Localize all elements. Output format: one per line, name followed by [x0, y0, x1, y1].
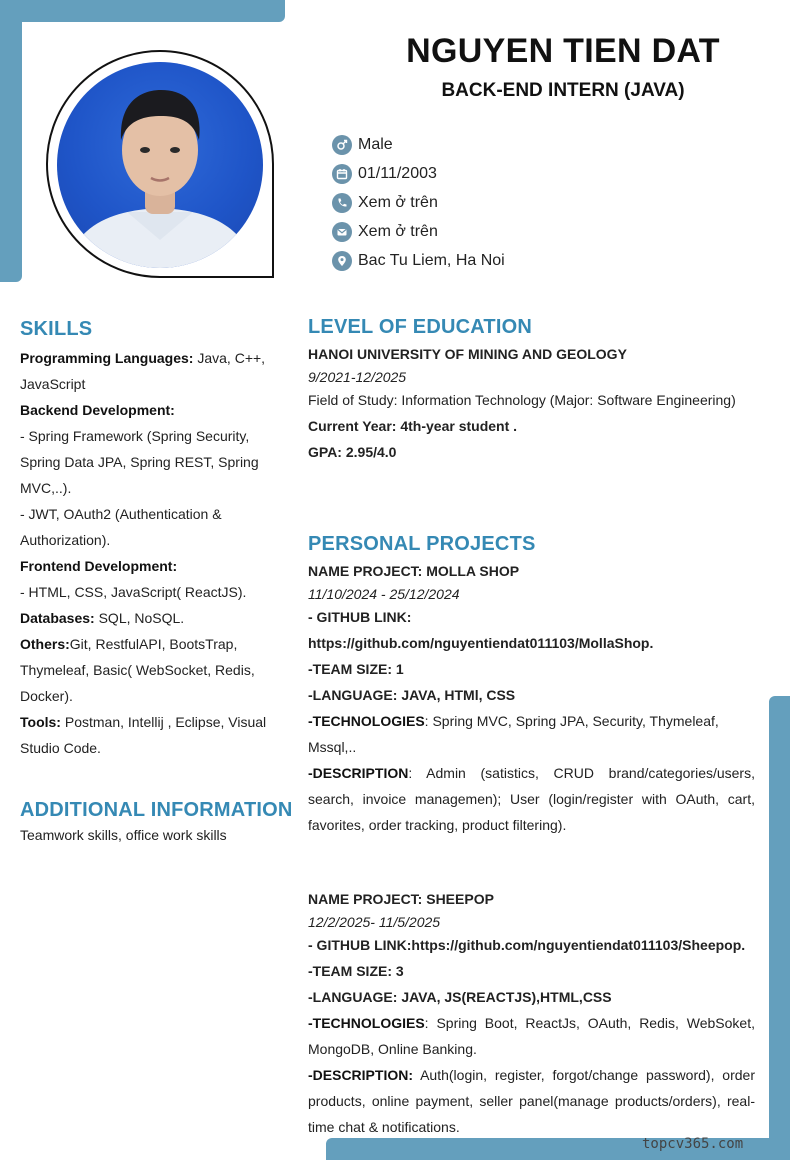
profile-photo: [57, 62, 263, 268]
project-item: [308, 886, 755, 1140]
candidate-role: BACK-END INTERN (JAVA): [441, 80, 685, 101]
education-gpa: GPA: 2.95/4.0: [308, 444, 397, 460]
project-tech: -TECHNOLOGIES: Spring MVC, Spring JPA, Security, Thymeleaf, Mssql,..: [308, 713, 719, 755]
skill-frontend-1: - HTML, CSS, JavaScript( ReactJS).: [20, 584, 247, 600]
skill-backend-1: - Spring Framework (Spring Security, Spring Data JPA, Spring REST, Spring MVC,..).: [20, 428, 259, 496]
skills-heading: SKILLS: [20, 318, 93, 340]
project-name: NAME PROJECT: SHEEPOP: [308, 891, 494, 907]
education-heading: LEVEL OF EDUCATION: [308, 316, 532, 338]
candidate-name: NGUYEN TIEN DAT: [406, 32, 720, 70]
contact-phone: [332, 188, 505, 217]
project-github: - GITHUB LINK: https://github.com/nguyentiendat011103/MollaShop.: [308, 609, 654, 651]
contact-birthday: [332, 159, 505, 188]
calendar-icon: [332, 164, 352, 184]
accent-bar-left: [0, 0, 22, 282]
project-team: -TEAM SIZE: 3: [308, 963, 404, 979]
skill-databases: Databases: SQL, NoSQL.: [20, 610, 185, 626]
skill-backend-label: Backend Development:: [20, 402, 175, 418]
project-team: -TEAM SIZE: 1: [308, 661, 404, 677]
left-column: [20, 318, 293, 846]
birthday-value: 01/11/2003: [358, 164, 437, 182]
skill-programming: Programming Languages: Java, C++, JavaScript: [20, 350, 266, 392]
skill-frontend-label: Frontend Development:: [20, 558, 178, 574]
school-name: HANOI UNIVERSITY OF MINING AND GEOLOGY: [308, 346, 627, 362]
accent-bar-top: [0, 0, 285, 22]
watermark: topcv365.com: [642, 1136, 744, 1152]
contact-address: [332, 246, 505, 275]
project-description: -DESCRIPTION: Auth(login, register, forgot/change password), order products, online payment, seller panel(manage products/orders), real-time chat & notifications.: [308, 1067, 755, 1135]
projects-heading: PERSONAL PROJECTS: [308, 533, 536, 555]
skills-body: [20, 345, 280, 761]
address-value: Bac Tu Liem, Ha Noi: [358, 251, 505, 269]
skill-backend-2: - JWT, OAuth2 (Authentication & Authorization).: [20, 506, 222, 548]
skill-tools: Tools: Postman, Intellij , Eclipse, Visual Studio Code.: [20, 714, 267, 756]
project-period: 12/2/2025- 11/5/2025: [308, 914, 441, 930]
additional-heading: ADDITIONAL INFORMATION: [20, 799, 293, 821]
education-period: 9/2021-12/2025: [308, 369, 407, 385]
education-year: Current Year: 4th-year student .: [308, 418, 518, 434]
contact-gender: [332, 130, 505, 159]
project-description: -DESCRIPTION: Admin (satistics, CRUD brand/categories/users, search, invoice managemen); User (login/register with OAuth, cart, favorites, order tracking, product filtering).: [308, 765, 755, 833]
accent-bar-right: [769, 696, 790, 1160]
contact-list: [332, 130, 505, 275]
project-item: [308, 558, 755, 838]
mail-icon: [332, 222, 352, 242]
contact-email: [332, 217, 505, 246]
phone-value: Xem ở trên: [358, 193, 438, 211]
location-icon: [332, 251, 352, 271]
education-body: [308, 341, 755, 465]
right-column: [308, 316, 755, 1140]
project-tech: -TECHNOLOGIES: Spring Boot, ReactJs, OAuth, Redis, WebSoket, MongoDB, Online Banking.: [308, 1015, 755, 1057]
gender-value: Male: [358, 135, 393, 153]
skill-others: Others:Git, RestfulAPI, BootsTrap, Thymeleaf, Basic( WebSocket, Redis, Docker).: [20, 636, 255, 704]
gender-icon: [332, 135, 352, 155]
education-field: Field of Study: Information Technology (Major: Software Engineering): [308, 392, 736, 408]
project-github: - GITHUB LINK:https://github.com/nguyentiendat011103/Sheepop.: [308, 937, 746, 953]
person-silhouette-icon: [57, 62, 263, 268]
email-value: Xem ở trên: [358, 222, 438, 240]
additional-text: Teamwork skills, office work skills: [20, 827, 227, 843]
project-language: -LANGUAGE: JAVA, JS(REACTJS),HTML,CSS: [308, 989, 612, 1005]
project-period: 11/10/2024 - 25/12/2024: [308, 586, 460, 602]
project-language: -LANGUAGE: JAVA, HTMl, CSS: [308, 687, 516, 703]
phone-icon: [332, 193, 352, 213]
project-name: NAME PROJECT: MOLLA SHOP: [308, 563, 520, 579]
